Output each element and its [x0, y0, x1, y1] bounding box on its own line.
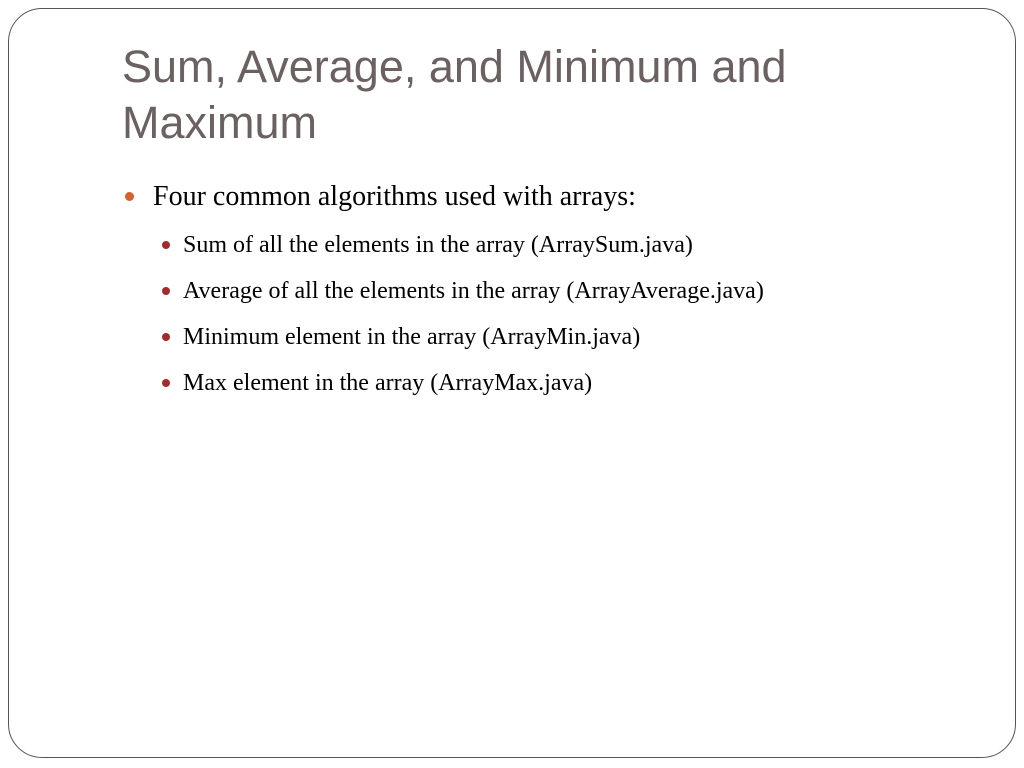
main-bullet: [122, 177, 1002, 217]
bullet-dot-icon: [162, 333, 170, 341]
bullet-dot-icon: [162, 287, 170, 295]
sub-bullet-text: Sum of all the elements in the array (ArraySum.java): [183, 232, 693, 258]
sub-bullet-text: Average of all the elements in the array (ArrayAverage.java): [183, 278, 764, 304]
sub-bullet-sum: [122, 228, 1002, 262]
slide-title: Sum, Average, and Minimum and Maximum: [122, 41, 787, 148]
sub-bullet-list: [122, 228, 1002, 400]
slide-content: [122, 177, 1002, 412]
bullet-dot-icon: [162, 379, 170, 387]
bullet-dot-icon: [162, 241, 170, 249]
main-bullet-text: Four common algorithms used with arrays:: [153, 181, 636, 212]
sub-bullet-text: Max element in the array (ArrayMax.java): [183, 370, 593, 396]
sub-bullet-text: Minimum element in the array (ArrayMin.java): [183, 324, 641, 350]
sub-bullet-maximum: [122, 366, 1002, 400]
sub-bullet-average: [122, 274, 1002, 308]
sub-bullet-minimum: [122, 320, 1002, 354]
bullet-dot-icon: [125, 192, 134, 201]
slide-frame: [8, 8, 1016, 758]
